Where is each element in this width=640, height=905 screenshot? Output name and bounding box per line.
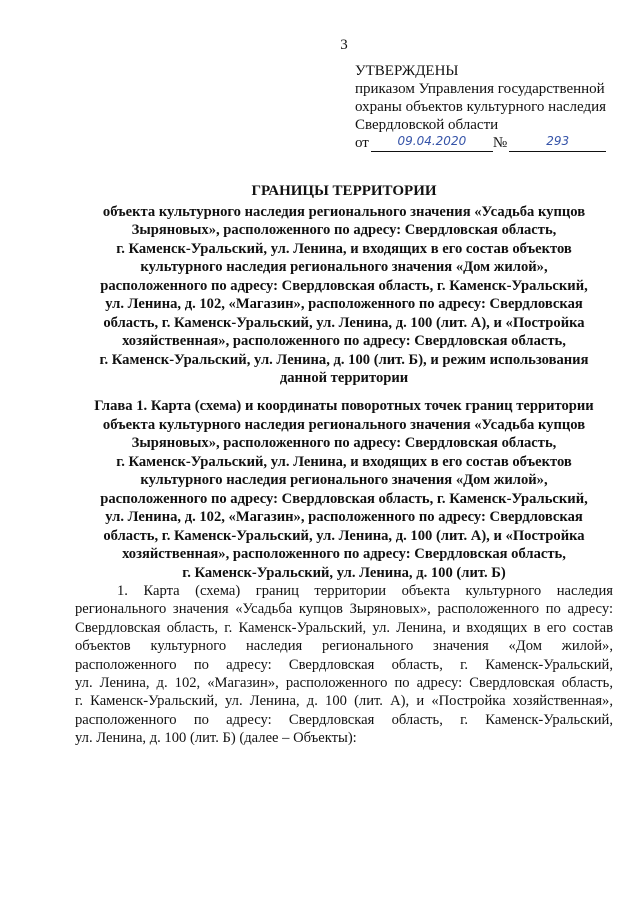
paragraph-line: г. Каменск-Уральский, ул. Ленина, д. 100 (лит. А), и «Постройка хозяйственная», [75, 693, 613, 710]
chapter-line: культурного наследия регионального значения «Дом жилой», [140, 472, 548, 488]
paragraph-line: расположенного по адресу: Свердловская область, г. Каменск-Уральский, [75, 656, 613, 673]
page-number: 3 [340, 37, 348, 53]
paragraph-line: Свердловская область, г. Каменск-Уральский, ул. Ленина, и входящих в его состав [75, 619, 613, 636]
from-label: от [355, 135, 369, 151]
paragraph-line: 1. Карта (схема) границ территории объекта культурного наследия [117, 583, 613, 599]
title-heading: ГРАНИЦЫ ТЕРРИТОРИИ [251, 183, 437, 199]
approval-line: охраны объектов культурного наследия [355, 99, 607, 115]
paragraph-line: ул. Ленина, д. 100 (лит. Б) (далее – Объекты): [75, 730, 357, 747]
body-paragraph [75, 582, 613, 748]
approval-line: Свердловской области [355, 117, 499, 133]
paragraph-line: регионального значения «Усадьба купцов Зыряновых», расположенного по адресу: [75, 601, 613, 618]
title-line: хозяйственная», расположенного по адресу: Свердловская область, [122, 333, 566, 349]
document-title [75, 182, 613, 388]
paragraph-line: расположенного по адресу: Свердловская область, г. Каменск-Уральский, [75, 711, 613, 728]
chapter-heading [75, 397, 613, 582]
title-line: Зыряновых», расположенного по адресу: Свердловская область, [131, 222, 557, 238]
chapter-line: область, г. Каменск-Уральский, ул. Ленина, д. 100 (лит. А), и «Постройка [103, 527, 585, 544]
chapter-line: Глава 1. Карта (схема) и координаты поворотных точек границ территории [94, 398, 594, 414]
chapter-line: объекта культурного наследия регионального значения «Усадьба купцов [102, 416, 586, 433]
paragraph-line: ул. Ленина, д. 102, «Магазин», расположенного по адресу: Свердловская область, [75, 674, 613, 691]
handwritten-date: 09.04.2020 [371, 134, 493, 152]
chapter-line: расположенного по адресу: Свердловская область, г. Каменск-Уральский, [100, 490, 588, 507]
handwritten-number: 293 [509, 134, 606, 152]
chapter-line: хозяйственная», расположенного по адресу: Свердловская область, [122, 546, 566, 562]
approval-line: приказом Управления государственной [355, 81, 605, 97]
title-line: ул. Ленина, д. 102, «Магазин», расположенного по адресу: Свердловская [105, 296, 583, 312]
title-line: данной территории [279, 370, 409, 386]
number-label: № [492, 135, 508, 151]
title-line: г. Каменск-Уральский, ул. Ленина, и входящих в его состав объектов [116, 240, 572, 257]
approval-signature-line [355, 134, 625, 152]
chapter-line: ул. Ленина, д. 102, «Магазин», расположенного по адресу: Свердловская [105, 509, 583, 525]
chapter-line: г. Каменск-Уральский, ул. Ленина, д. 100 (лит. Б) [182, 564, 506, 581]
title-line: область, г. Каменск-Уральский, ул. Ленина, д. 100 (лит. А), и «Постройка [103, 314, 585, 331]
chapter-line: Зыряновых», расположенного по адресу: Свердловская область, [131, 435, 557, 451]
title-line: г. Каменск-Уральский, ул. Ленина, д. 100 (лит. Б), и режим использования [99, 351, 589, 368]
title-line: культурного наследия регионального значения «Дом жилой», [140, 259, 548, 275]
paragraph-line: объектов культурного наследия регионального значения «Дом жилой», [75, 638, 613, 655]
approval-block [355, 62, 625, 152]
chapter-line: г. Каменск-Уральский, ул. Ленина, и входящих в его состав объектов [116, 453, 572, 470]
approval-heading: УТВЕРЖДЕНЫ [355, 63, 459, 79]
title-line: объекта культурного наследия регионального значения «Усадьба купцов [102, 203, 586, 220]
title-line: расположенного по адресу: Свердловская область, г. Каменск-Уральский, [100, 277, 588, 294]
